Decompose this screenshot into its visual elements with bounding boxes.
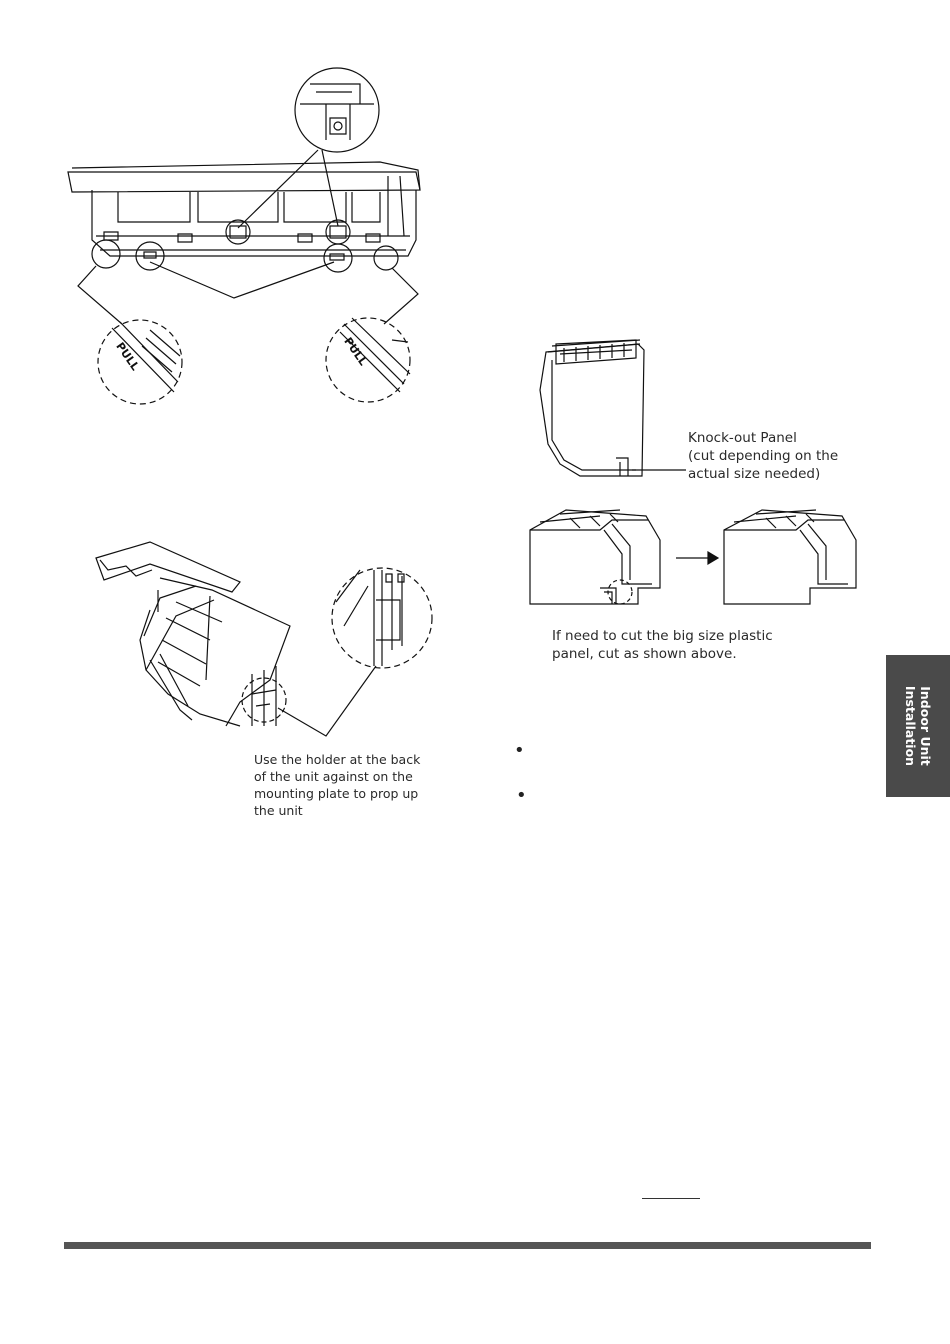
footer-rule [64,1242,871,1249]
bullet-2: • [516,785,527,806]
pull-label-right: PULL [341,335,370,368]
bullet-1: • [514,740,525,761]
side-tab-line-2: Installation [903,685,918,767]
page-number-rule [642,1198,700,1199]
cut-caption: If need to cut the big size plastic panel, cut as shown above. [552,628,773,662]
panel-cut-figure [0,500,950,640]
knockout-panel-label: Knock-out Panel (cut depending on the actual size needed) [688,430,839,482]
latch-detail-circle [295,68,379,152]
section-side-tab [886,655,950,797]
side-tab-line-1: Indoor Unit [918,686,933,766]
holder-caption: Use the holder at the back of the unit against on the mounting plate to prop up the unit [254,752,421,818]
pull-label-left: PULL [113,340,142,373]
